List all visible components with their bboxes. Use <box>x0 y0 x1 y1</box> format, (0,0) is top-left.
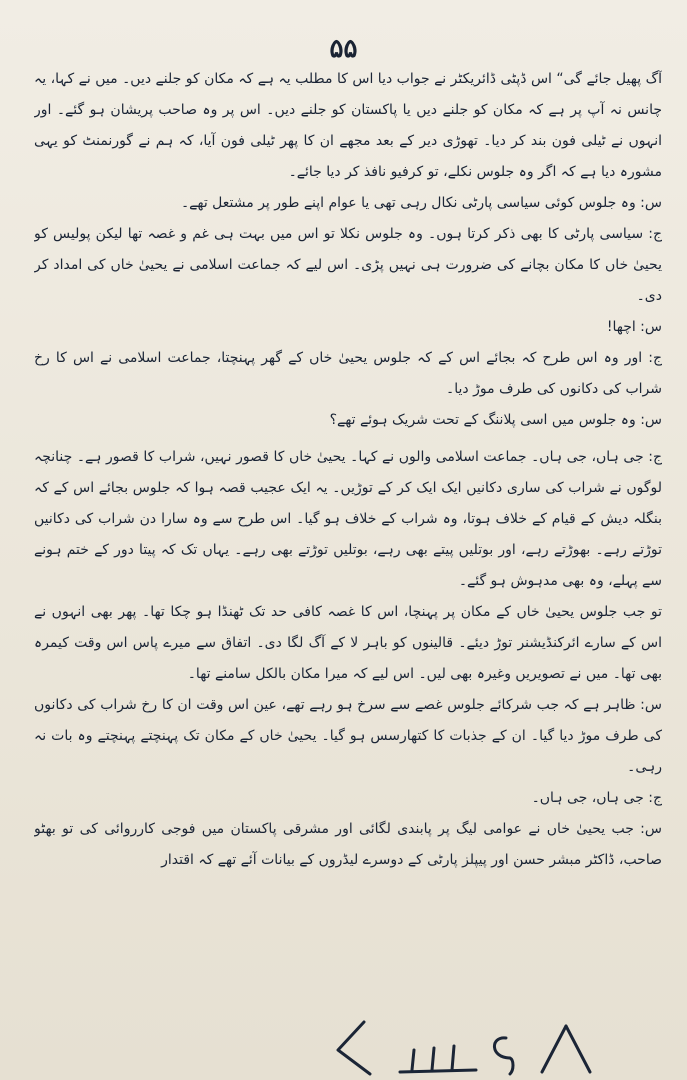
page-number: ۵۵ <box>329 34 358 64</box>
question-5: س: جب یحییٰ خاں نے عوامی لیگ پر پابندی لگائی اور مشرقی پاکستان میں فوجی کارروائی کی تو بھٹو صاحب، ڈاکٹر مبشر حسن اور پیپلز پارٹی کے دوسرے لیڈروں کے بیانات آئے تھے کہ اقتدار <box>34 821 662 868</box>
question-2: س: اچھا! <box>606 319 662 335</box>
question-3: س: وہ جلوس میں اسی پلاننگ کے تحت شریک ہوئے تھے؟ <box>329 412 662 428</box>
question-1: س: وہ جلوس کوئی سیاسی پارٹی نکال رہی تھی یا عوام اپنے طور پر مشتعل تھے۔ <box>180 195 662 211</box>
page-body <box>34 64 662 944</box>
answer-3: ج: جی ہاں، جی ہاں۔ جماعت اسلامی والوں نے کہا۔ یحییٰ خاں کا قصور نہیں، شراب کا قصور ہے۔ چنانچہ لوگوں نے شراب کی ساری دکانیں ایک ایک کر کے توڑیں۔ یہ ایک عجیب قصہ ہوا کہ جلوس بجائے اس کے کہ بنگلہ دیش کے قیام کے خلاف ہوتا، وہ شراب کے خلاف ہو گیا۔ اس طرح سے وہ سارا دن شراب کی دکانیں توڑتے رہے۔ بھوڑتے رہے، اور بوتلیں پیتے بھی رہے، بوتلیں توڑتے بھی رہے۔ یہاں تک کہ پیتا دور کے ختم ہونے سے پہلے، وہ بھی مدہوش ہو گئے۔ <box>34 449 662 589</box>
paragraph-continuation: تو جب جلوس یحییٰ خاں کے مکان پر پہنچا، اس کا غصہ کافی حد تک ٹھنڈا ہو چکا تھا۔ پھر بھی انہوں نے اس کے سارے ائرکنڈیشنر توڑ دیئے۔ قالینوں کو باہر لا کے آگ لگا دی۔ اتفاق سے میرے پاس اس وقت کیمرہ بھی تھا۔ میں نے تصویریں وغیرہ بھی لیں۔ اس لیے کہ میرا مکان بالکل سامنے تھا۔ <box>34 604 662 682</box>
answer-1: ج: سیاسی پارٹی کا بھی ذکر کرتا ہوں۔ وہ جلوس نکلا تو اس میں بہت ہی غم و غصہ تھا لیکن پولیس کو یحییٰ خاں کا مکان بچانے کی ضرورت ہی نہیں پڑی۔ اس لیے کہ جماعت اسلامی نے یحییٰ خاں کی امداد کر دی۔ <box>34 226 662 304</box>
handwritten-number-drawing <box>330 1016 600 1080</box>
paragraph-1: آگ پھیل جائے گی“ اس ڈپٹی ڈائریکٹر نے جواب دیا اس کا مطلب یہ ہے کہ مکان کو جلنے دیں۔ میں نے کہا، یہ چانس نہ آپ پر ہے کہ مکان کو جلنے دیں یا پاکستان کو جلنے دیں۔ اس پر وہ صاحب پریشان ہو گئے۔ اور انہوں نے ٹیلی فون بند کر دیا۔ تھوڑی دیر کے بعد مجھے ان کا پھر ٹیلی فون آیا، کہ ہم نے گورنمنٹ کو یہی مشورہ دیا ہے کہ اگر وہ جلوس نکلے، تو کرفیو نافذ کر دیا جائے۔ <box>34 71 662 180</box>
answer-4: ج: جی ہاں، جی ہاں۔ <box>531 790 662 806</box>
question-4: س: ظاہر ہے کہ جب شرکائے جلوس غصے سے سرخ ہو رہے تھے، عین اس وقت ان کا رخ شراب کی دکانوں کی طرف موڑ دیا گیا۔ ان کے جذبات کا کتھارسس ہو گیا۔ یحییٰ خاں کے مکان تک پہنچتے پہنچتے وہ بات نہ رہی۔ <box>34 697 662 775</box>
handwritten-page-mark <box>330 1016 600 1080</box>
answer-2: ج: اور وہ اس طرح کہ بجائے اس کے کہ جلوس یحییٰ خاں کے گھر پہنچتا، جماعت اسلامی نے اس کا رخ شراب کی دکانوں کی طرف موڑ دیا۔ <box>34 350 662 397</box>
